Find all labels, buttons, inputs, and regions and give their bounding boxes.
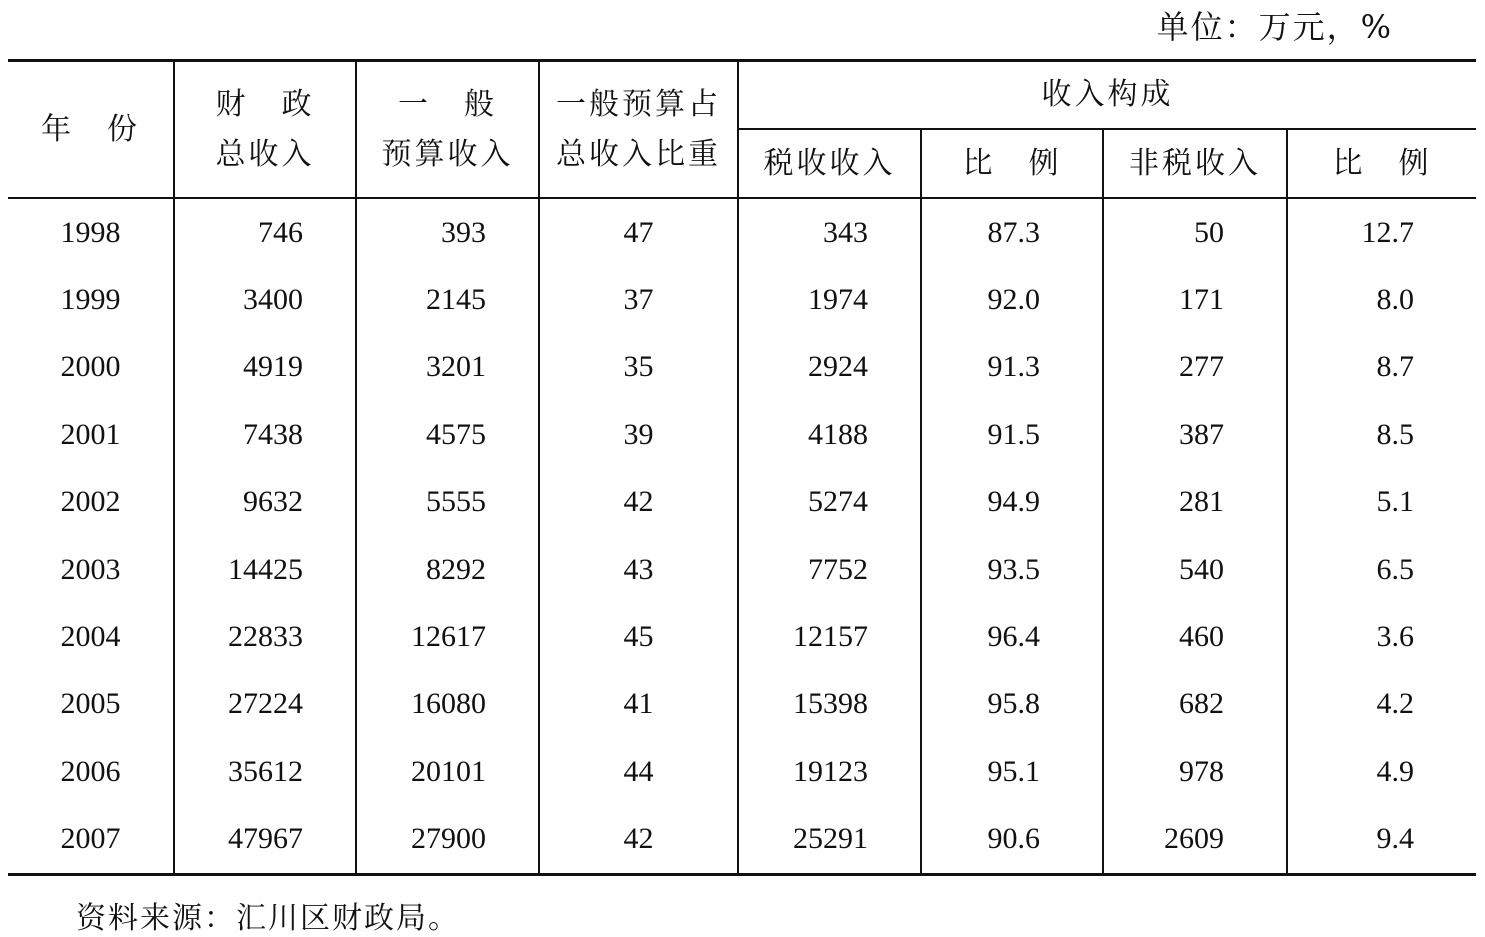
cell-year: 2006	[60, 754, 121, 788]
cell-year: 2000	[60, 350, 121, 384]
table-row	[8, 671, 1476, 738]
table-row	[8, 536, 1476, 603]
cell-nontax-ratio: 4.2	[1287, 671, 1476, 738]
cell-general-budget: 393	[356, 198, 539, 266]
cell-nontax-ratio: 8.0	[1287, 266, 1476, 333]
cell-tax-ratio: 91.3	[921, 334, 1103, 401]
cell-budget-share: 42	[539, 806, 738, 875]
cell-tax-ratio: 95.1	[921, 738, 1103, 805]
table-row	[8, 198, 1476, 266]
cell-year: 1998	[60, 215, 121, 249]
cell-nontax-income: 978	[1103, 738, 1287, 805]
header-fiscal-total	[174, 61, 356, 199]
cell-nontax-ratio: 8.5	[1287, 401, 1476, 468]
cell-tax-ratio: 96.4	[921, 603, 1103, 670]
cell-tax-ratio: 93.5	[921, 536, 1103, 603]
header-nontax-ratio: 比 例	[1287, 129, 1476, 198]
cell-fiscal-total: 47967	[174, 806, 356, 875]
header-income-composition: 收入构成	[738, 61, 1476, 130]
cell-nontax-income: 281	[1103, 469, 1287, 536]
cell-tax-income: 5274	[738, 469, 921, 536]
cell-budget-share: 44	[539, 738, 738, 805]
cell-budget-share: 47	[539, 198, 738, 266]
cell-tax-ratio: 87.3	[921, 198, 1103, 266]
header-general-budget-line2: 预算收入	[381, 136, 514, 172]
table-header	[8, 61, 1476, 199]
header-nontax-income: 非税收入	[1103, 129, 1287, 198]
cell-fiscal-total: 3400	[174, 266, 356, 333]
header-general-budget	[356, 61, 539, 199]
cell-tax-income: 19123	[738, 738, 921, 805]
cell-year: 2001	[60, 417, 121, 451]
cell-year: 1999	[60, 283, 121, 317]
table-row	[8, 806, 1476, 875]
cell-general-budget: 27900	[356, 806, 539, 875]
cell-year: 2005	[60, 687, 121, 721]
cell-general-budget: 12617	[356, 603, 539, 670]
cell-general-budget: 16080	[356, 671, 539, 738]
cell-nontax-ratio: 6.5	[1287, 536, 1476, 603]
cell-nontax-income: 540	[1103, 536, 1287, 603]
header-budget-share-line2: 总收入比重	[556, 136, 721, 172]
cell-tax-income: 15398	[738, 671, 921, 738]
cell-budget-share: 43	[539, 536, 738, 603]
cell-fiscal-total: 746	[174, 198, 356, 266]
cell-tax-income: 343	[738, 198, 921, 266]
cell-tax-ratio: 92.0	[921, 266, 1103, 333]
cell-nontax-income: 171	[1103, 266, 1287, 333]
table-row	[8, 266, 1476, 333]
cell-budget-share: 35	[539, 334, 738, 401]
table-row	[8, 603, 1476, 670]
table-row	[8, 738, 1476, 805]
cell-nontax-income: 277	[1103, 334, 1287, 401]
cell-tax-income: 12157	[738, 603, 921, 670]
header-year: 年 份	[41, 111, 140, 147]
cell-fiscal-total: 9632	[174, 469, 356, 536]
cell-nontax-ratio: 4.9	[1287, 738, 1476, 805]
cell-fiscal-total: 14425	[174, 536, 356, 603]
cell-nontax-ratio: 12.7	[1287, 198, 1476, 266]
cell-tax-ratio: 90.6	[921, 806, 1103, 875]
cell-nontax-income: 2609	[1103, 806, 1287, 875]
cell-nontax-income: 460	[1103, 603, 1287, 670]
table-row	[8, 469, 1476, 536]
cell-general-budget: 20101	[356, 738, 539, 805]
cell-nontax-income: 387	[1103, 401, 1287, 468]
cell-year: 2007	[60, 822, 121, 856]
cell-budget-share: 39	[539, 401, 738, 468]
cell-tax-income: 1974	[738, 266, 921, 333]
header-tax-income: 税收收入	[738, 129, 921, 198]
cell-tax-ratio: 94.9	[921, 469, 1103, 536]
cell-nontax-ratio: 5.1	[1287, 469, 1476, 536]
cell-general-budget: 3201	[356, 334, 539, 401]
cell-year: 2002	[60, 485, 121, 519]
header-tax-ratio: 比 例	[921, 129, 1103, 198]
cell-tax-income: 4188	[738, 401, 921, 468]
cell-year: 2003	[60, 552, 121, 586]
cell-tax-ratio: 91.5	[921, 401, 1103, 468]
cell-nontax-income: 50	[1103, 198, 1287, 266]
cell-tax-income: 7752	[738, 536, 921, 603]
cell-tax-income: 25291	[738, 806, 921, 875]
cell-fiscal-total: 35612	[174, 738, 356, 805]
cell-fiscal-total: 4919	[174, 334, 356, 401]
cell-general-budget: 2145	[356, 266, 539, 333]
cell-fiscal-total: 7438	[174, 401, 356, 468]
cell-nontax-ratio: 8.7	[1287, 334, 1476, 401]
cell-general-budget: 4575	[356, 401, 539, 468]
cell-budget-share: 41	[539, 671, 738, 738]
cell-year: 2004	[60, 620, 121, 654]
cell-budget-share: 45	[539, 603, 738, 670]
cell-tax-income: 2924	[738, 334, 921, 401]
header-fiscal-total-line2: 总收入	[215, 136, 315, 172]
cell-nontax-income: 682	[1103, 671, 1287, 738]
source-note: 资料来源：汇川区财政局。	[76, 901, 460, 936]
table-body	[8, 198, 1476, 874]
cell-budget-share: 37	[539, 266, 738, 333]
cell-general-budget: 5555	[356, 469, 539, 536]
table-row	[8, 401, 1476, 468]
header-general-budget-line1: 一 般	[398, 86, 497, 122]
header-budget-share-line1: 一般预算占	[556, 86, 721, 122]
cell-nontax-ratio: 9.4	[1287, 806, 1476, 875]
unit-label: 单位：万元，%	[1156, 8, 1393, 46]
cell-general-budget: 8292	[356, 536, 539, 603]
cell-fiscal-total: 27224	[174, 671, 356, 738]
fiscal-revenue-table	[8, 59, 1476, 876]
cell-fiscal-total: 22833	[174, 603, 356, 670]
cell-tax-ratio: 95.8	[921, 671, 1103, 738]
table-row	[8, 334, 1476, 401]
cell-budget-share: 42	[539, 469, 738, 536]
header-budget-share	[539, 61, 738, 199]
cell-nontax-ratio: 3.6	[1287, 603, 1476, 670]
header-fiscal-total-line1: 财 政	[215, 86, 315, 122]
